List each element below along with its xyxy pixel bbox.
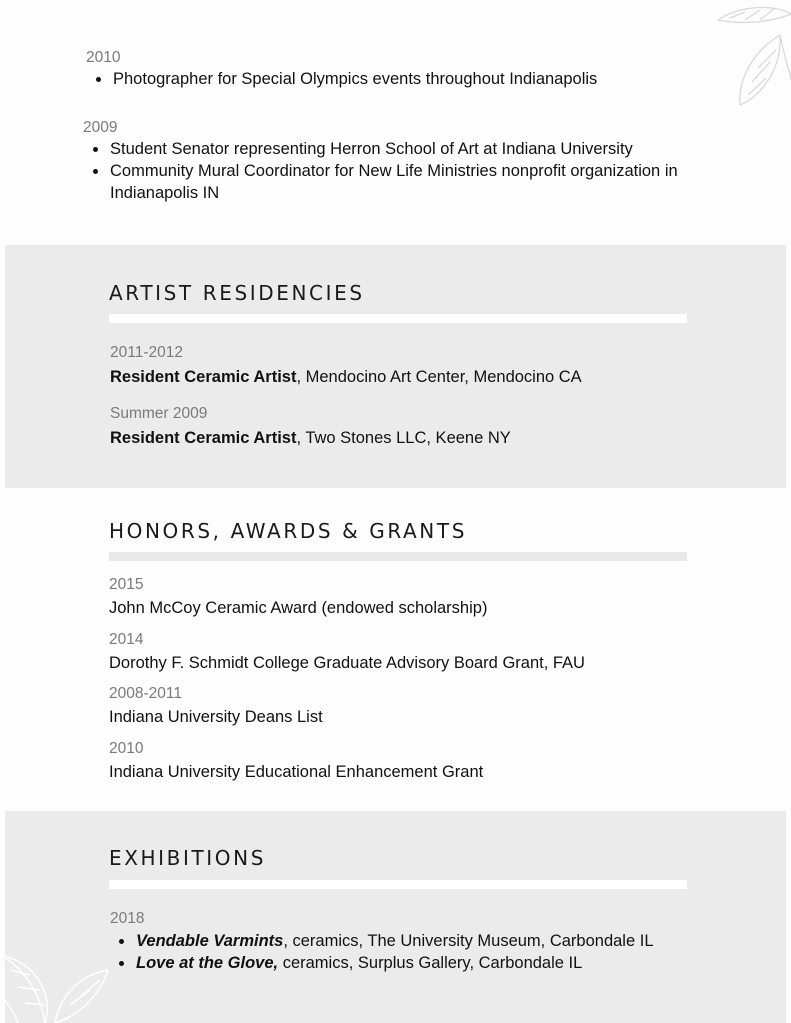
list-item: Photographer for Special Olympics events throughout Indianapolis [86,69,746,91]
section-divider [109,880,687,889]
volunteer-list-2010 [86,69,746,91]
residency-year: 2011-2012 [110,344,183,361]
exhibition-year: 2018 [110,910,145,927]
honors-heading: HONORS, AWARDS & GRANTS [109,519,467,543]
volunteer-year-2009: 2009 [83,119,118,136]
residency-role: Resident Ceramic Artist [110,368,297,386]
honor-year: 2015 [109,576,144,593]
list-item-continuation: Indianapolis IN [110,184,220,202]
list-item: Community Mural Coordinator for New Life Ministries nonprofit organization in [83,161,743,183]
list-item [109,931,749,953]
honor-entry: Indiana University Deans List [109,708,323,726]
exhibition-title: Love at the Glove, [136,953,279,972]
exhibitions-heading: EXHIBITIONS [109,846,267,870]
honor-entry: Dorothy F. Schmidt College Graduate Advisory Board Grant, FAU [109,654,585,672]
volunteer-list-2009 [83,139,743,182]
section-divider [109,552,687,561]
honor-year: 2014 [109,631,144,648]
exhibition-details: , ceramics, The University Museum, Carbondale IL [283,932,654,950]
list-item [109,953,749,975]
leaf-outline-icon [0,935,110,1023]
list-item: Student Senator representing Herron School of Art at Indiana University [83,139,743,161]
honor-year: 2008-2011 [109,685,182,702]
honor-entry: Indiana University Educational Enhancement Grant [109,763,484,781]
leaf-outline-icon [700,0,791,110]
honor-year: 2010 [109,740,144,757]
residency-role: Resident Ceramic Artist [110,429,297,447]
residency-year: Summer 2009 [110,405,208,422]
residency-entry [110,366,582,388]
residency-details: , Mendocino Art Center, Mendocino CA [296,368,582,386]
exhibition-list [109,931,749,974]
section-divider [109,314,687,323]
honor-entry: John McCoy Ceramic Award (endowed scholarship) [109,599,488,617]
exhibition-title: Vendable Varmints [136,932,284,950]
exhibition-details: ceramics, Surplus Gallery, Carbondale IL [278,953,583,972]
volunteer-year-2010: 2010 [86,49,121,66]
residencies-heading: ARTIST RESIDENCIES [109,281,365,305]
residency-details: , Two Stones LLC, Keene NY [296,429,511,447]
residency-entry [110,427,511,449]
